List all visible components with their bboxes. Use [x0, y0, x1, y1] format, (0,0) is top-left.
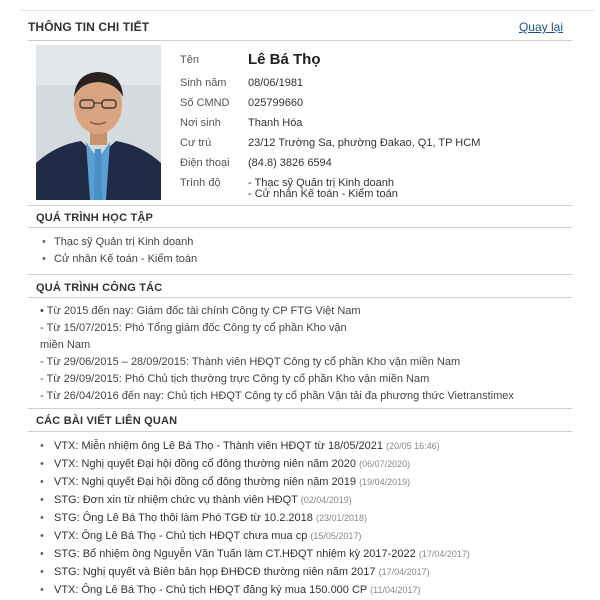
profile-photo: [36, 45, 161, 200]
news-item[interactable]: • VTX: Nghị quyết Đại hội đồng cổ đông thường niên năm 2019 (19/04/2019): [40, 476, 411, 488]
news-item[interactable]: • VTX: Ông Lê Bá Thọ - Chủ tịch HĐQT chưa mua cp (15/05/2017): [40, 530, 362, 542]
education-value-1: - Thạc sỹ Quản trị Kinh doanh: [248, 177, 394, 189]
work-line: - Từ 29/09/2015: Phó Chủ tịch thường trực Công ty cổ phần Kho vận miền Nam: [40, 373, 430, 385]
news-item[interactable]: • STG: Nghị quyết và Biên bản họp ĐHĐCĐ thường niên năm 2017 (17/04/2017): [40, 566, 430, 578]
education-value-2: - Cử nhân Kế toán - Kiểm toán: [248, 188, 398, 200]
work-line: miền Nam: [40, 339, 91, 351]
section-divider-3: [28, 408, 572, 409]
page-title: THÔNG TIN CHI TIẾT: [28, 20, 150, 34]
top-divider: [20, 10, 595, 11]
section-divider-1: [28, 205, 572, 206]
education-section-title: QUÁ TRÌNH HỌC TẬP: [36, 212, 154, 224]
phone-label: Điện thoại: [180, 157, 230, 169]
page-header: [28, 20, 563, 36]
back-link[interactable]: Quay lại: [518, 20, 563, 34]
work-section-title: QUÁ TRÌNH CÔNG TÁC: [36, 282, 163, 294]
news-item[interactable]: • VTX: Miễn nhiệm ông Lê Bá Thọ - Thành viên HĐQT từ 18/05/2021 (20/05 16:46): [40, 440, 440, 452]
list-item: • Thạc sỹ Quản trị Kinh doanh: [42, 236, 194, 248]
work-title-divider: [28, 297, 572, 298]
residence-label: Cư trú: [180, 137, 212, 149]
id-value: 025799660: [248, 97, 304, 109]
news-item[interactable]: • VTX: Nghị quyết Đại hội đồng cổ đông thường niên năm 2020 (06/07/2020): [40, 458, 411, 470]
list-item: • Cử nhân Kế toán - Kiểm toán: [42, 253, 198, 265]
news-title-divider: [28, 431, 572, 432]
work-line: • Từ 2015 đến nay: Giám đốc tài chính Công ty CP FTG Việt Nam: [40, 305, 361, 317]
news-item[interactable]: • STG: Đơn xin từ nhiệm chức vụ thành viên HĐQT (02/04/2019): [40, 494, 352, 506]
name-label: Tên: [180, 54, 199, 66]
person-name: Lê Bá Thọ: [248, 51, 321, 68]
education-title-divider: [28, 227, 572, 228]
news-item[interactable]: • STG: Ông Lê Bá Thọ thôi làm Phó TGĐ từ 10.2.2018 (23/01/2018): [40, 512, 367, 524]
id-label: Số CMND: [180, 97, 230, 109]
birthplace-value: Thanh Hóa: [248, 117, 303, 129]
work-line: - Từ 26/04/2016 đến nay: Chủ tịch HĐQT Công ty cổ phần Vận tải đa phương thức Vietranstimex: [40, 390, 514, 402]
dob-value: 08/06/1981: [248, 77, 304, 89]
education-label: Trình độ: [180, 177, 221, 189]
phone-value: (84.8) 3826 6594: [248, 157, 332, 169]
work-line: - Từ 29/06/2015 – 28/09/2015: Thành viên HĐQT Công ty cổ phần Kho vận miền Nam: [40, 356, 461, 368]
news-section-title: CÁC BÀI VIẾT LIÊN QUAN: [36, 415, 178, 427]
section-divider-2: [28, 274, 572, 275]
news-item[interactable]: • STG: Bổ nhiệm ông Nguyễn Văn Tuấn làm CT.HĐQT nhiệm kỳ 2017-2022 (17/04/2017): [40, 548, 470, 560]
dob-label: Sinh năm: [180, 77, 227, 89]
work-line: - Từ 15/07/2015: Phó Tổng giám đốc Công ty cổ phần Kho vận: [40, 322, 347, 334]
birthplace-label: Nơi sinh: [180, 117, 221, 129]
header-divider: [28, 40, 572, 41]
residence-value: 23/12 Trường Sa, phường Đakao, Q1, TP HCM: [248, 137, 481, 149]
news-item[interactable]: • VTX: Ông Lê Bá Thọ - Chủ tịch HĐQT đăng ký mua 150.000 CP (11/04/2017): [40, 584, 421, 596]
